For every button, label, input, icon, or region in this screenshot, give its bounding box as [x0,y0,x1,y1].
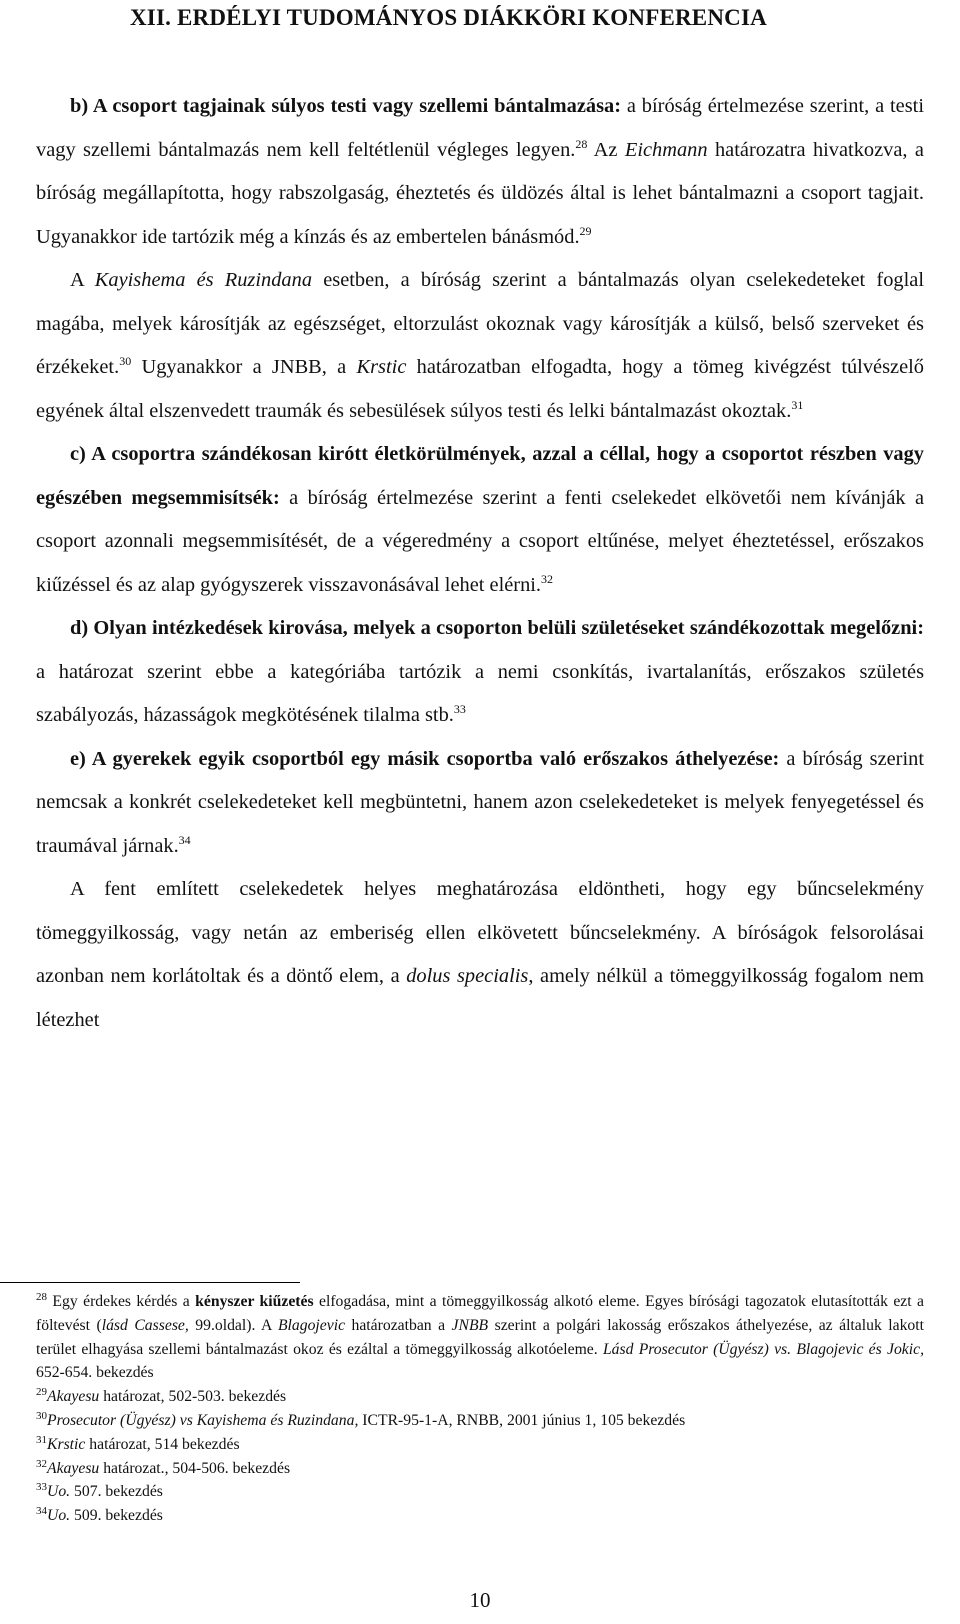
footnote-number: 32 [36,1457,47,1470]
text: a határozat szerint ebbe a kategóriába tartózik a nemi csonkítás, ivartalanítás, erőszakos születés szabályozás, házasságok megkötésének tilalma stb. [36,660,924,726]
italic-ref: JNBB [451,1316,489,1334]
text: 507. bekezdés [70,1483,163,1501]
text: határozatban a [345,1316,452,1334]
footnote-number: 34 [36,1504,47,1517]
text: határozatban elfogadta, hogy a tömeg kivégzést túlvészelő egyének által elszenvedett traumák és sebesülések súlyos testi és lelki bántalmazást okoztak. [36,356,924,422]
bold-term: kényszer kiűzetés [195,1293,314,1310]
italic-ref: Prosecutor (Ügyész) vs Kayishema és Ruzindana, [47,1411,359,1429]
text: A fent említett cselekedetek helyes meghatározása eldöntheti, hogy egy bűncselekmény tömeggyilkosság, vagy netán az emberiség ellen elkövetett bűncselekmény. A bíróságok felsorolásai azonban nem korlátoltak és a döntő elem, a [36,878,924,987]
footnote-number: 31 [36,1433,47,1446]
text: ICTR-95-1-A, RNBB, 2001 június 1, 105 bekezdés [358,1411,686,1429]
text: szerint a polgári lakosság erőszakos áthelyezése, az általuk lakott terület elhagyása szellemi bántalmazást okoz és ezáltal a tömeggyilkosság alkotóeleme. [36,1316,924,1358]
text: 652-654. bekezdés [36,1364,154,1382]
main-body [0,85,960,1042]
text: Ugyanakkor a JNBB, a [131,356,357,378]
footnote-30 [36,1409,924,1433]
text: , amely nélkül a tömeggyilkosság fogalom nem létezhet [36,965,924,1031]
footnote-number: 29 [36,1385,47,1398]
case-name: Krstic [356,356,407,378]
footnote-ref-32[interactable]: 32 [541,571,554,586]
italic-ref: Uo. [47,1483,71,1501]
italic-ref: Akayesu [47,1459,100,1477]
footnote-ref-29[interactable]: 29 [579,223,592,238]
page-number: 10 [469,1588,491,1612]
footnote-34 [36,1504,924,1528]
text: a bíróság szerint nemcsak a konkrét cselekedeteket kell megbüntetni, hanem azon cselekedeteket is melyek fenyegetéssel és traumával járnak. [36,747,924,857]
text: 509. bekezdés [70,1507,163,1525]
text: határozat, 514 bekezdés [85,1435,240,1453]
footnotes [0,1290,960,1528]
case-name: Eichmann [624,138,708,161]
footnote-31 [36,1433,924,1457]
case-name: Kayishema és Ruzindana [94,269,313,291]
paragraph-closing [36,868,924,1042]
footnote-number: 28 [36,1290,47,1303]
italic-ref: lásd Cassese, [101,1316,189,1334]
heading-d: d) Olyan intézkedések kirovása, melyek a csoporton belüli születéseket szándékozottak megelőzni: [70,617,924,639]
paragraph-kayishema [36,259,924,433]
heading-b: b) A csoport tagjainak súlyos testi vagy szellemi bántalmazása: [70,95,622,117]
italic-ref: Lásd Prosecutor (Ügyész) vs. Blagojevic és Jokic, [602,1340,924,1358]
footnote-number: 30 [36,1409,47,1422]
text: Az [587,138,625,161]
text: a bíróság értelmezése szerint a fenti cselekedet elkövetői nem kívánják a csoport azonnali megsemmisítését, de a végeredmény a csoport eltűnése, melyet éheztetéssel, erőszakos kiűzéssel és az alap gyógyszerek visszavonásával lehet elérni. [36,486,924,596]
paragraph-b [36,85,924,259]
italic-ref: Krstic [47,1435,86,1453]
footnote-ref-34[interactable]: 34 [178,832,191,847]
footnote-28 [36,1290,924,1385]
paragraph-e [36,738,924,869]
footnote-ref-31[interactable]: 31 [791,397,804,412]
heading-e: e) A gyerekek egyik csoportból egy másik csoportba való erőszakos áthelyezése: [70,747,780,770]
text: A [70,269,95,291]
footnote-29 [36,1385,924,1409]
footnote-33 [36,1480,924,1504]
text: esetben, a bíróság szerint a bántalmazás olyan cselekedeteket foglal magába, melyek károsítják az egészséget, eltorzulást okoznak vagy károsítják a külső, belső szerveket és érzékeket. [36,269,924,378]
footnote-divider [0,1282,300,1283]
paragraph-c [36,433,924,607]
footnote-ref-33[interactable]: 33 [453,702,466,717]
italic-ref: Blagojevic [277,1316,346,1334]
footnote-32 [36,1457,924,1481]
footnote-number: 33 [36,1481,47,1494]
footnote-ref-28[interactable]: 28 [575,136,588,151]
paragraph-d [36,607,924,738]
text: határozat, 502-503. bekezdés [99,1388,287,1406]
text: határozatra hivatkozva, a bíróság megállapította, hogy rabszolgaság, éheztetés és üldözés által is lehet bántalmazni a csoport tagjait. Ugyanakkor ide tartózik még a kínzás és az embertelen bánásmód. [36,138,924,248]
text: Egy érdekes kérdés a [47,1293,196,1310]
text: határozat., 504-506. bekezdés [99,1459,291,1477]
heading-c: c) A csoportra szándékosan kirótt életkörülmények, azzal a céllal, hogy a csoportot részben vagy egészében megsemmisítsék: [36,443,924,509]
italic-ref: Uo. [47,1507,71,1525]
page-header-title: XII. ERDÉLYI TUDOMÁNYOS DIÁKKÖRI KONFERENCIA [130,5,767,30]
footnote-ref-30[interactable]: 30 [119,354,132,369]
text: 99.oldal). A [188,1316,278,1334]
text: elfogadása, mint a tömeggyilkosság alkotó eleme. Egyes bírósági tagozatok elutasították ezt a föltevést ( [36,1293,924,1334]
latin-term: dolus specialis [406,965,529,987]
text: a bíróság értelmezése szerint, a testi vagy szellemi bántalmazás nem kell feltétlenül végleges legyen. [36,95,924,161]
italic-ref: Akayesu [47,1388,100,1406]
